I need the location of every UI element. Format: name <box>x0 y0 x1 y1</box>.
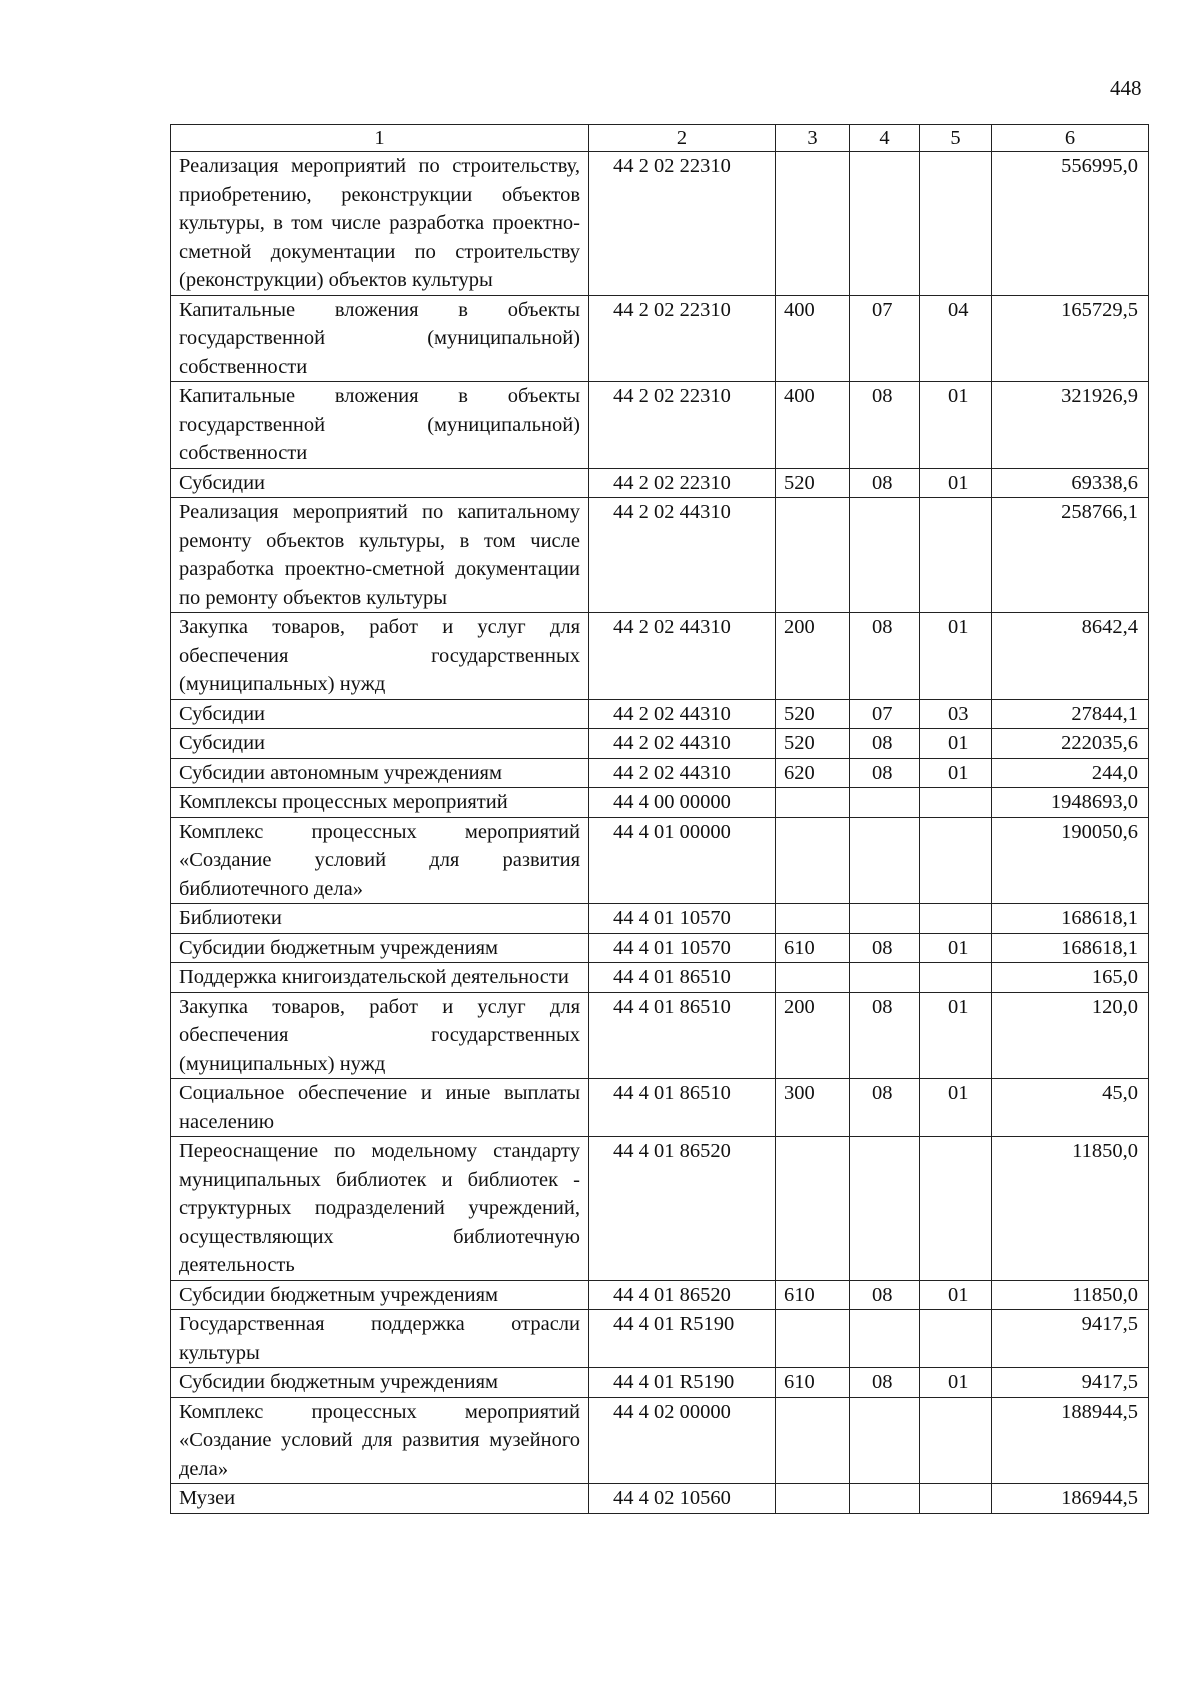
table-row <box>171 1079 1149 1137</box>
row-sum-cell: 168618,1 <box>992 904 1149 934</box>
row-section-cell: 08 <box>850 1280 920 1310</box>
row-code-cell: 44 2 02 44310 <box>589 613 776 700</box>
row-subsection-cell <box>920 152 992 296</box>
row-subsection-cell: 01 <box>920 382 992 469</box>
row-expense-type-cell <box>776 1397 850 1484</box>
row-section-cell: 08 <box>850 613 920 700</box>
row-expense-type-cell: 520 <box>776 468 850 498</box>
row-name-cell: Субсидии бюджетным учреждениям <box>171 1280 589 1310</box>
row-subsection-cell <box>920 498 992 613</box>
row-sum-cell: 45,0 <box>992 1079 1149 1137</box>
row-expense-type-cell: 400 <box>776 382 850 469</box>
row-section-cell <box>850 788 920 818</box>
table-row <box>171 904 1149 934</box>
row-expense-type-cell: 520 <box>776 699 850 729</box>
row-subsection-cell: 01 <box>920 729 992 759</box>
row-code-cell: 44 4 01 86520 <box>589 1280 776 1310</box>
row-section-cell: 08 <box>850 468 920 498</box>
table-row <box>171 699 1149 729</box>
row-name-cell: Субсидии <box>171 729 589 759</box>
row-name-cell: Библиотеки <box>171 904 589 934</box>
row-sum-cell: 188944,5 <box>992 1397 1149 1484</box>
row-expense-type-cell <box>776 904 850 934</box>
row-expense-type-cell: 200 <box>776 992 850 1079</box>
row-name-cell: Капитальные вложения в объекты государственной (муниципальной) собственности <box>171 382 589 469</box>
row-subsection-cell: 03 <box>920 699 992 729</box>
row-subsection-cell <box>920 1310 992 1368</box>
row-name-cell: Закупка товаров, работ и услуг для обеспечения государственных (муниципальных) нужд <box>171 992 589 1079</box>
row-section-cell: 08 <box>850 1368 920 1398</box>
row-expense-type-cell <box>776 498 850 613</box>
table-row <box>171 1280 1149 1310</box>
row-sum-cell: 8642,4 <box>992 613 1149 700</box>
row-code-cell: 44 2 02 44310 <box>589 729 776 759</box>
row-expense-type-cell: 620 <box>776 758 850 788</box>
row-subsection-cell <box>920 817 992 904</box>
row-name-cell: Комплекс процессных мероприятий «Создание условий для развития музейного дела» <box>171 1397 589 1484</box>
row-section-cell <box>850 817 920 904</box>
table-row <box>171 729 1149 759</box>
row-expense-type-cell: 610 <box>776 1280 850 1310</box>
row-subsection-cell <box>920 904 992 934</box>
row-name-cell: Реализация мероприятий по капитальному ремонту объектов культуры, в том числе разработка проектно-сметной документации по ремонту объектов культуры <box>171 498 589 613</box>
row-subsection-cell <box>920 1397 992 1484</box>
row-section-cell: 08 <box>850 933 920 963</box>
table-row <box>171 758 1149 788</box>
row-section-cell: 07 <box>850 699 920 729</box>
table-row <box>171 1397 1149 1484</box>
table-row <box>171 1137 1149 1281</box>
row-sum-cell: 186944,5 <box>992 1484 1149 1514</box>
row-code-cell: 44 2 02 44310 <box>589 699 776 729</box>
table-row <box>171 933 1149 963</box>
row-subsection-cell: 01 <box>920 468 992 498</box>
table-body <box>171 152 1149 1514</box>
row-sum-cell: 258766,1 <box>992 498 1149 613</box>
row-section-cell: 08 <box>850 729 920 759</box>
column-header-4: 4 <box>850 125 920 152</box>
row-subsection-cell <box>920 1484 992 1514</box>
row-subsection-cell: 01 <box>920 1368 992 1398</box>
row-expense-type-cell: 610 <box>776 1368 850 1398</box>
row-name-cell: Закупка товаров, работ и услуг для обеспечения государственных (муниципальных) нужд <box>171 613 589 700</box>
row-name-cell: Субсидии бюджетным учреждениям <box>171 1368 589 1398</box>
table-row <box>171 1484 1149 1514</box>
table-row <box>171 295 1149 382</box>
row-expense-type-cell <box>776 788 850 818</box>
row-sum-cell: 120,0 <box>992 992 1149 1079</box>
row-sum-cell: 11850,0 <box>992 1280 1149 1310</box>
row-subsection-cell: 01 <box>920 1280 992 1310</box>
table-row <box>171 992 1149 1079</box>
row-expense-type-cell <box>776 152 850 296</box>
row-code-cell: 44 4 01 R5190 <box>589 1310 776 1368</box>
row-expense-type-cell: 400 <box>776 295 850 382</box>
row-code-cell: 44 4 01 R5190 <box>589 1368 776 1398</box>
table-row <box>171 152 1149 296</box>
row-code-cell: 44 2 02 44310 <box>589 498 776 613</box>
row-sum-cell: 321926,9 <box>992 382 1149 469</box>
row-name-cell: Переоснащение по модельному стандарту муниципальных библиотек и библиотек - структурных подразделений учреждений, осуществляющих библиотечную деятельность <box>171 1137 589 1281</box>
table-row <box>171 817 1149 904</box>
row-name-cell: Субсидии <box>171 699 589 729</box>
row-expense-type-cell <box>776 963 850 993</box>
row-code-cell: 44 4 01 10570 <box>589 904 776 934</box>
column-header-5: 5 <box>920 125 992 152</box>
row-sum-cell: 1948693,0 <box>992 788 1149 818</box>
row-code-cell: 44 4 02 10560 <box>589 1484 776 1514</box>
row-code-cell: 44 4 01 86520 <box>589 1137 776 1281</box>
row-code-cell: 44 4 01 00000 <box>589 817 776 904</box>
row-section-cell: 07 <box>850 295 920 382</box>
row-section-cell <box>850 1397 920 1484</box>
row-name-cell: Субсидии автономным учреждениям <box>171 758 589 788</box>
row-expense-type-cell: 200 <box>776 613 850 700</box>
column-header-1: 1 <box>171 125 589 152</box>
row-sum-cell: 9417,5 <box>992 1310 1149 1368</box>
row-section-cell: 08 <box>850 992 920 1079</box>
row-subsection-cell: 01 <box>920 613 992 700</box>
table-row <box>171 963 1149 993</box>
row-subsection-cell <box>920 1137 992 1281</box>
row-code-cell: 44 4 01 86510 <box>589 992 776 1079</box>
row-name-cell: Комплексы процессных мероприятий <box>171 788 589 818</box>
table-row <box>171 468 1149 498</box>
row-section-cell <box>850 904 920 934</box>
row-code-cell: 44 4 02 00000 <box>589 1397 776 1484</box>
row-sum-cell: 222035,6 <box>992 729 1149 759</box>
row-sum-cell: 556995,0 <box>992 152 1149 296</box>
row-code-cell: 44 2 02 22310 <box>589 468 776 498</box>
row-name-cell: Реализация мероприятий по строительству, приобретению, реконструкции объектов культуры, в том числе разработка проектно-сметной документации по строительству (реконструкции) объектов культуры <box>171 152 589 296</box>
row-subsection-cell: 01 <box>920 992 992 1079</box>
row-subsection-cell: 01 <box>920 933 992 963</box>
table-row <box>171 1310 1149 1368</box>
row-sum-cell: 9417,5 <box>992 1368 1149 1398</box>
row-expense-type-cell <box>776 817 850 904</box>
row-code-cell: 44 2 02 22310 <box>589 295 776 382</box>
row-code-cell: 44 2 02 22310 <box>589 152 776 296</box>
row-sum-cell: 27844,1 <box>992 699 1149 729</box>
table-row <box>171 498 1149 613</box>
row-code-cell: 44 4 01 10570 <box>589 933 776 963</box>
row-section-cell <box>850 963 920 993</box>
row-subsection-cell: 01 <box>920 758 992 788</box>
row-name-cell: Государственная поддержка отрасли культуры <box>171 1310 589 1368</box>
page-number: 448 <box>1110 76 1142 100</box>
row-name-cell: Музеи <box>171 1484 589 1514</box>
row-subsection-cell <box>920 788 992 818</box>
row-name-cell: Субсидии <box>171 468 589 498</box>
row-section-cell <box>850 1484 920 1514</box>
column-header-6: 6 <box>992 125 1149 152</box>
row-section-cell: 08 <box>850 382 920 469</box>
row-sum-cell: 244,0 <box>992 758 1149 788</box>
row-expense-type-cell <box>776 1484 850 1514</box>
row-name-cell: Поддержка книгоиздательской деятельности <box>171 963 589 993</box>
row-expense-type-cell: 610 <box>776 933 850 963</box>
row-subsection-cell: 01 <box>920 1079 992 1137</box>
column-header-2: 2 <box>589 125 776 152</box>
column-header-3: 3 <box>776 125 850 152</box>
row-section-cell <box>850 1137 920 1281</box>
row-sum-cell: 11850,0 <box>992 1137 1149 1281</box>
row-sum-cell: 69338,6 <box>992 468 1149 498</box>
row-subsection-cell <box>920 963 992 993</box>
row-sum-cell: 165,0 <box>992 963 1149 993</box>
row-sum-cell: 165729,5 <box>992 295 1149 382</box>
header-row <box>171 125 1149 152</box>
row-code-cell: 44 2 02 44310 <box>589 758 776 788</box>
row-section-cell: 08 <box>850 1079 920 1137</box>
row-code-cell: 44 4 01 86510 <box>589 1079 776 1137</box>
row-name-cell: Субсидии бюджетным учреждениям <box>171 933 589 963</box>
row-section-cell <box>850 152 920 296</box>
row-code-cell: 44 2 02 22310 <box>589 382 776 469</box>
row-subsection-cell: 04 <box>920 295 992 382</box>
row-section-cell <box>850 498 920 613</box>
row-section-cell: 08 <box>850 758 920 788</box>
row-name-cell: Комплекс процессных мероприятий «Создание условий для развития библиотечного дела» <box>171 817 589 904</box>
row-code-cell: 44 4 01 86510 <box>589 963 776 993</box>
row-expense-type-cell <box>776 1310 850 1368</box>
row-name-cell: Социальное обеспечение и иные выплаты населению <box>171 1079 589 1137</box>
row-sum-cell: 168618,1 <box>992 933 1149 963</box>
table-row <box>171 788 1149 818</box>
table-row <box>171 1368 1149 1398</box>
table-row <box>171 613 1149 700</box>
row-expense-type-cell: 300 <box>776 1079 850 1137</box>
row-sum-cell: 190050,6 <box>992 817 1149 904</box>
budget-table <box>170 124 1149 1514</box>
table-row <box>171 382 1149 469</box>
row-expense-type-cell: 520 <box>776 729 850 759</box>
row-expense-type-cell <box>776 1137 850 1281</box>
table-header <box>171 125 1149 152</box>
row-code-cell: 44 4 00 00000 <box>589 788 776 818</box>
row-name-cell: Капитальные вложения в объекты государственной (муниципальной) собственности <box>171 295 589 382</box>
row-section-cell <box>850 1310 920 1368</box>
